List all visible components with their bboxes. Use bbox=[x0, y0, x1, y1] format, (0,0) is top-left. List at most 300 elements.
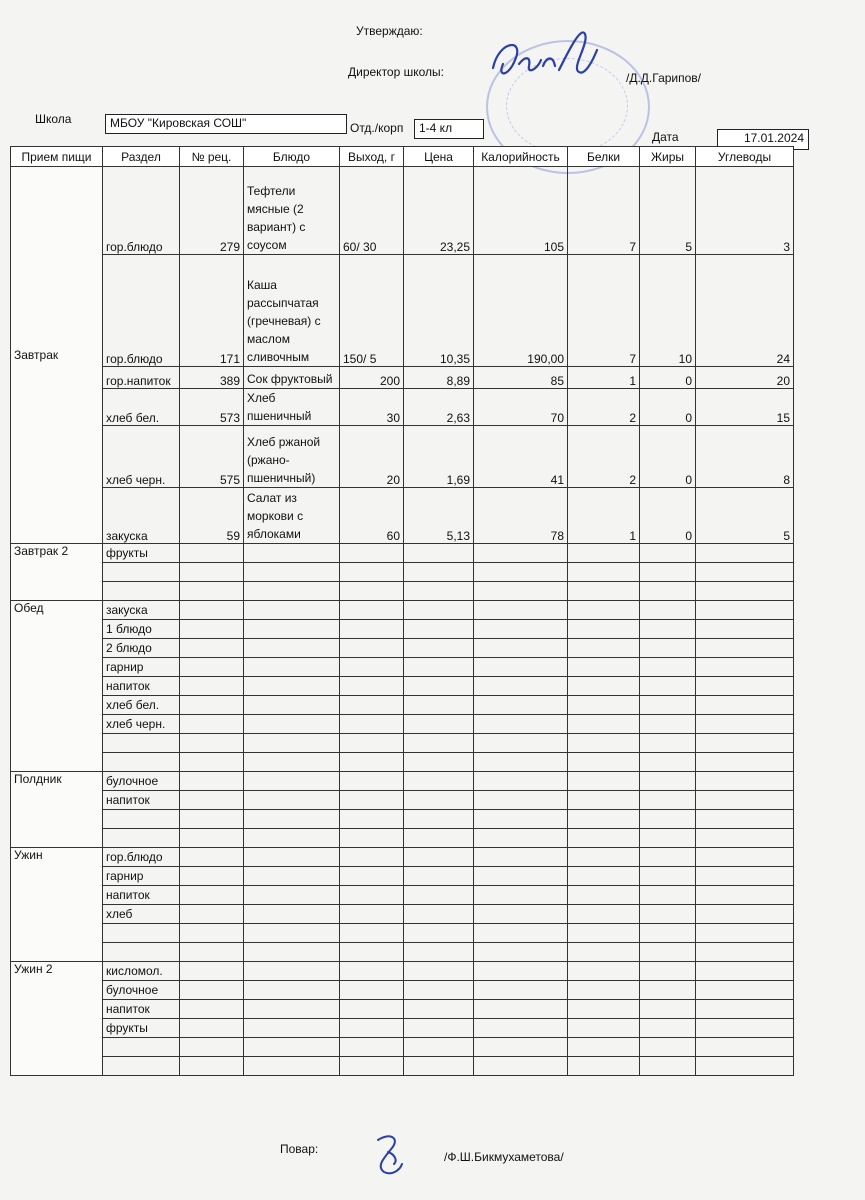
cell-empty bbox=[474, 1019, 568, 1038]
cell-empty bbox=[568, 810, 640, 829]
director-name: /Д.Д.Гарипов/ bbox=[626, 71, 702, 85]
cell-empty bbox=[244, 791, 340, 810]
meal-name: Завтрак bbox=[11, 167, 103, 544]
cell-empty bbox=[244, 620, 340, 639]
cell-empty bbox=[404, 1038, 474, 1057]
table-row bbox=[11, 753, 794, 772]
cell-section: булочное bbox=[103, 981, 180, 1000]
table-row bbox=[11, 810, 794, 829]
cell-empty bbox=[340, 1019, 404, 1038]
cell-carbs: 3 bbox=[696, 167, 794, 255]
cell-empty bbox=[404, 639, 474, 658]
cell-section: гарнир bbox=[103, 658, 180, 677]
cell-empty bbox=[244, 696, 340, 715]
table-row bbox=[11, 829, 794, 848]
cell-empty bbox=[568, 867, 640, 886]
cell-recipe: 171 bbox=[180, 255, 244, 367]
cell-output: 60/ 30 bbox=[340, 167, 404, 255]
cell-empty bbox=[340, 734, 404, 753]
table-row bbox=[11, 924, 794, 943]
cell-protein: 2 bbox=[568, 389, 640, 426]
school-field: МБОУ "Кировская СОШ" bbox=[105, 114, 347, 134]
cell-empty bbox=[696, 886, 794, 905]
cell-empty bbox=[244, 734, 340, 753]
cell-section: хлеб черн. bbox=[103, 426, 180, 488]
cell-empty bbox=[404, 1000, 474, 1019]
cell-empty bbox=[244, 639, 340, 658]
cell-section: 2 блюдо bbox=[103, 639, 180, 658]
table-row bbox=[11, 715, 794, 734]
cell-empty bbox=[640, 563, 696, 582]
cell-empty bbox=[404, 753, 474, 772]
cell-empty bbox=[568, 563, 640, 582]
cell-empty bbox=[340, 772, 404, 791]
cell-empty bbox=[474, 696, 568, 715]
cell-empty bbox=[696, 544, 794, 563]
cell-carbs: 8 bbox=[696, 426, 794, 488]
cell-empty bbox=[340, 696, 404, 715]
column-header: Жиры bbox=[640, 147, 696, 167]
cell-empty bbox=[474, 601, 568, 620]
cell-dish: Каша рассыпчатая (гречневая) с маслом сливочным bbox=[244, 255, 340, 367]
table-row bbox=[11, 734, 794, 753]
cell-empty bbox=[474, 981, 568, 1000]
cell-section: напиток bbox=[103, 791, 180, 810]
cell-price: 8,89 bbox=[404, 367, 474, 389]
cell-dish: Сок фруктовый bbox=[244, 367, 340, 389]
cell-empty bbox=[180, 1038, 244, 1057]
cell-empty bbox=[640, 848, 696, 867]
cell-empty bbox=[640, 943, 696, 962]
cell-empty bbox=[244, 1038, 340, 1057]
cell-empty bbox=[640, 886, 696, 905]
cell-empty bbox=[340, 886, 404, 905]
date-label: Дата bbox=[652, 130, 679, 144]
cell-empty bbox=[474, 544, 568, 563]
cell-calories: 105 bbox=[474, 167, 568, 255]
table-row bbox=[11, 1057, 794, 1076]
cell-empty bbox=[696, 924, 794, 943]
cell-empty bbox=[244, 563, 340, 582]
column-header: Цена bbox=[404, 147, 474, 167]
school-label: Школа bbox=[35, 112, 72, 126]
cell-empty bbox=[180, 810, 244, 829]
cell-empty bbox=[404, 886, 474, 905]
cell-empty bbox=[404, 582, 474, 601]
cell-price: 2,63 bbox=[404, 389, 474, 426]
cell-empty bbox=[340, 582, 404, 601]
cell-section: хлеб бел. bbox=[103, 696, 180, 715]
cell-section bbox=[103, 1038, 180, 1057]
cell-section: булочное bbox=[103, 772, 180, 791]
table-row bbox=[11, 367, 794, 389]
cell-empty bbox=[640, 981, 696, 1000]
cell-empty bbox=[640, 1038, 696, 1057]
cell-empty bbox=[244, 544, 340, 563]
cell-empty bbox=[568, 601, 640, 620]
cell-section: хлеб бел. bbox=[103, 389, 180, 426]
cell-empty bbox=[568, 886, 640, 905]
cell-fat: 0 bbox=[640, 426, 696, 488]
cell-empty bbox=[340, 639, 404, 658]
cell-carbs: 24 bbox=[696, 255, 794, 367]
cell-empty bbox=[180, 791, 244, 810]
director-signature bbox=[485, 20, 615, 90]
cell-fat: 0 bbox=[640, 367, 696, 389]
cell-price: 1,69 bbox=[404, 426, 474, 488]
cell-empty bbox=[640, 867, 696, 886]
cell-empty bbox=[474, 886, 568, 905]
cell-empty bbox=[244, 867, 340, 886]
cell-empty bbox=[474, 734, 568, 753]
cell-price: 23,25 bbox=[404, 167, 474, 255]
cell-section bbox=[103, 924, 180, 943]
header-row bbox=[11, 147, 794, 167]
cell-empty bbox=[696, 658, 794, 677]
cell-calories: 85 bbox=[474, 367, 568, 389]
cell-recipe: 389 bbox=[180, 367, 244, 389]
table-row bbox=[11, 981, 794, 1000]
cell-empty bbox=[696, 1057, 794, 1076]
cell-empty bbox=[404, 905, 474, 924]
cell-empty bbox=[640, 1057, 696, 1076]
cell-empty bbox=[340, 544, 404, 563]
cell-empty bbox=[474, 753, 568, 772]
cell-empty bbox=[568, 582, 640, 601]
cell-empty bbox=[474, 924, 568, 943]
cell-empty bbox=[244, 1000, 340, 1019]
cell-empty bbox=[474, 1057, 568, 1076]
cell-empty bbox=[340, 753, 404, 772]
cell-empty bbox=[696, 905, 794, 924]
cell-empty bbox=[640, 772, 696, 791]
cell-empty bbox=[640, 696, 696, 715]
cell-empty bbox=[404, 620, 474, 639]
cell-empty bbox=[696, 962, 794, 981]
menu-table bbox=[10, 146, 794, 1076]
cell-empty bbox=[404, 658, 474, 677]
cell-empty bbox=[340, 867, 404, 886]
meal-name: Завтрак 2 bbox=[11, 544, 103, 601]
cell-section bbox=[103, 829, 180, 848]
cell-recipe: 575 bbox=[180, 426, 244, 488]
cell-section: закуска bbox=[103, 488, 180, 544]
cell-empty bbox=[340, 620, 404, 639]
cell-empty bbox=[180, 848, 244, 867]
cell-empty bbox=[696, 620, 794, 639]
table-row bbox=[11, 772, 794, 791]
cell-output: 20 bbox=[340, 426, 404, 488]
cell-dish: Тефтели мясные (2 вариант) с соусом bbox=[244, 167, 340, 255]
cell-empty bbox=[180, 1019, 244, 1038]
cell-section: гор.блюдо bbox=[103, 255, 180, 367]
cell-empty bbox=[180, 772, 244, 791]
cell-dish: Хлеб пшеничный bbox=[244, 389, 340, 426]
cell-empty bbox=[696, 715, 794, 734]
cell-output: 150/ 5 bbox=[340, 255, 404, 367]
column-header: Блюдо bbox=[244, 147, 340, 167]
meal-name: Полдник bbox=[11, 772, 103, 848]
cell-empty bbox=[640, 677, 696, 696]
cell-empty bbox=[180, 1000, 244, 1019]
cell-section: фрукты bbox=[103, 544, 180, 563]
cell-empty bbox=[180, 943, 244, 962]
table-row bbox=[11, 563, 794, 582]
cell-empty bbox=[404, 867, 474, 886]
cell-section: напиток bbox=[103, 886, 180, 905]
cell-empty bbox=[244, 848, 340, 867]
cell-carbs: 5 bbox=[696, 488, 794, 544]
column-header: Калорийность bbox=[474, 147, 568, 167]
cell-empty bbox=[568, 1000, 640, 1019]
cell-empty bbox=[696, 867, 794, 886]
cell-empty bbox=[568, 639, 640, 658]
cell-empty bbox=[244, 715, 340, 734]
cell-recipe: 279 bbox=[180, 167, 244, 255]
cell-section: гор.напиток bbox=[103, 367, 180, 389]
cell-section: хлеб черн. bbox=[103, 715, 180, 734]
meal-name: Ужин 2 bbox=[11, 962, 103, 1076]
cell-empty bbox=[340, 829, 404, 848]
cell-empty bbox=[474, 791, 568, 810]
table-row bbox=[11, 848, 794, 867]
cell-empty bbox=[640, 962, 696, 981]
cell-empty bbox=[404, 981, 474, 1000]
column-header: Прием пищи bbox=[11, 147, 103, 167]
cell-empty bbox=[404, 563, 474, 582]
meal-name: Обед bbox=[11, 601, 103, 772]
table-row bbox=[11, 1000, 794, 1019]
cell-calories: 70 bbox=[474, 389, 568, 426]
cell-section bbox=[103, 1057, 180, 1076]
cell-empty bbox=[640, 734, 696, 753]
cell-empty bbox=[696, 582, 794, 601]
cell-empty bbox=[404, 677, 474, 696]
cell-empty bbox=[568, 829, 640, 848]
cell-section: фрукты bbox=[103, 1019, 180, 1038]
cell-empty bbox=[696, 1038, 794, 1057]
cell-empty bbox=[474, 620, 568, 639]
table-row bbox=[11, 639, 794, 658]
cell-section bbox=[103, 734, 180, 753]
table-row bbox=[11, 962, 794, 981]
cell-section: кисломол. bbox=[103, 962, 180, 981]
cell-empty bbox=[474, 1038, 568, 1057]
cell-empty bbox=[568, 677, 640, 696]
cell-empty bbox=[640, 829, 696, 848]
cell-empty bbox=[568, 848, 640, 867]
cell-protein: 7 bbox=[568, 167, 640, 255]
cell-empty bbox=[640, 1019, 696, 1038]
table-row bbox=[11, 620, 794, 639]
approve-label: Утверждаю: bbox=[356, 24, 423, 38]
cell-empty bbox=[696, 943, 794, 962]
cell-empty bbox=[696, 677, 794, 696]
cell-empty bbox=[180, 658, 244, 677]
cell-empty bbox=[696, 848, 794, 867]
cell-empty bbox=[340, 1000, 404, 1019]
table-row bbox=[11, 1019, 794, 1038]
cell-empty bbox=[180, 829, 244, 848]
cell-section bbox=[103, 943, 180, 962]
cell-empty bbox=[474, 1000, 568, 1019]
cell-empty bbox=[180, 905, 244, 924]
cell-empty bbox=[474, 962, 568, 981]
cell-empty bbox=[474, 715, 568, 734]
table-row bbox=[11, 167, 794, 255]
cell-empty bbox=[180, 715, 244, 734]
cell-empty bbox=[474, 677, 568, 696]
cell-empty bbox=[244, 905, 340, 924]
table-row bbox=[11, 582, 794, 601]
cell-empty bbox=[568, 544, 640, 563]
cell-empty bbox=[568, 734, 640, 753]
cell-empty bbox=[474, 639, 568, 658]
cell-empty bbox=[640, 715, 696, 734]
table-row bbox=[11, 696, 794, 715]
cell-empty bbox=[180, 962, 244, 981]
cell-section: напиток bbox=[103, 1000, 180, 1019]
cell-empty bbox=[244, 658, 340, 677]
cell-empty bbox=[180, 734, 244, 753]
cell-empty bbox=[404, 810, 474, 829]
cell-empty bbox=[244, 810, 340, 829]
cell-empty bbox=[640, 620, 696, 639]
cell-empty bbox=[568, 753, 640, 772]
cell-section: гор.блюдо bbox=[103, 848, 180, 867]
cell-empty bbox=[180, 639, 244, 658]
cell-output: 200 bbox=[340, 367, 404, 389]
column-header: Белки bbox=[568, 147, 640, 167]
cell-price: 10,35 bbox=[404, 255, 474, 367]
cell-empty bbox=[404, 601, 474, 620]
column-header: № рец. bbox=[180, 147, 244, 167]
cell-empty bbox=[180, 924, 244, 943]
director-label: Директор школы: bbox=[348, 65, 444, 79]
cell-fat: 10 bbox=[640, 255, 696, 367]
cell-empty bbox=[180, 981, 244, 1000]
cell-empty bbox=[640, 582, 696, 601]
cell-empty bbox=[244, 924, 340, 943]
table-row bbox=[11, 658, 794, 677]
cell-empty bbox=[404, 1019, 474, 1038]
cell-empty bbox=[244, 582, 340, 601]
cell-section: напиток bbox=[103, 677, 180, 696]
cell-empty bbox=[474, 563, 568, 582]
cell-calories: 190,00 bbox=[474, 255, 568, 367]
table-row bbox=[11, 544, 794, 563]
cell-empty bbox=[244, 1057, 340, 1076]
cell-section bbox=[103, 753, 180, 772]
cell-calories: 78 bbox=[474, 488, 568, 544]
cell-empty bbox=[180, 601, 244, 620]
column-header: Углеводы bbox=[696, 147, 794, 167]
cell-output: 60 bbox=[340, 488, 404, 544]
cell-empty bbox=[404, 734, 474, 753]
column-header: Раздел bbox=[103, 147, 180, 167]
cell-empty bbox=[474, 582, 568, 601]
cell-empty bbox=[404, 772, 474, 791]
cell-empty bbox=[568, 620, 640, 639]
cell-empty bbox=[640, 905, 696, 924]
cell-empty bbox=[474, 810, 568, 829]
cell-empty bbox=[568, 696, 640, 715]
cell-carbs: 20 bbox=[696, 367, 794, 389]
cell-fat: 0 bbox=[640, 389, 696, 426]
cell-empty bbox=[340, 791, 404, 810]
dept-label: Отд./корп bbox=[350, 121, 404, 135]
cell-empty bbox=[640, 601, 696, 620]
cell-section bbox=[103, 582, 180, 601]
table-row bbox=[11, 389, 794, 426]
table-row bbox=[11, 426, 794, 488]
cell-empty bbox=[244, 1019, 340, 1038]
cell-empty bbox=[340, 981, 404, 1000]
cell-section: хлеб bbox=[103, 905, 180, 924]
cell-section: 1 блюдо bbox=[103, 620, 180, 639]
cell-empty bbox=[340, 677, 404, 696]
cell-empty bbox=[640, 544, 696, 563]
cell-recipe: 59 bbox=[180, 488, 244, 544]
cell-empty bbox=[568, 924, 640, 943]
cell-empty bbox=[474, 772, 568, 791]
cook-name: /Ф.Ш.Бикмухаметова/ bbox=[444, 1150, 564, 1164]
cell-empty bbox=[696, 696, 794, 715]
cell-empty bbox=[640, 753, 696, 772]
cell-fat: 0 bbox=[640, 488, 696, 544]
table-row bbox=[11, 905, 794, 924]
cell-empty bbox=[340, 943, 404, 962]
cell-empty bbox=[340, 905, 404, 924]
cell-carbs: 15 bbox=[696, 389, 794, 426]
cell-empty bbox=[568, 772, 640, 791]
cell-empty bbox=[340, 715, 404, 734]
cell-empty bbox=[404, 1057, 474, 1076]
cell-empty bbox=[180, 1057, 244, 1076]
cell-empty bbox=[244, 829, 340, 848]
cell-empty bbox=[696, 791, 794, 810]
cell-empty bbox=[696, 734, 794, 753]
cell-empty bbox=[404, 943, 474, 962]
cell-protein: 1 bbox=[568, 367, 640, 389]
cell-empty bbox=[474, 829, 568, 848]
cell-empty bbox=[180, 677, 244, 696]
cell-section: гор.блюдо bbox=[103, 167, 180, 255]
table-row bbox=[11, 601, 794, 620]
cell-empty bbox=[696, 810, 794, 829]
cell-protein: 1 bbox=[568, 488, 640, 544]
cell-empty bbox=[696, 753, 794, 772]
cell-empty bbox=[244, 772, 340, 791]
cell-dish: Хлеб ржаной (ржано-пшеничный) bbox=[244, 426, 340, 488]
cell-empty bbox=[568, 1057, 640, 1076]
cell-empty bbox=[568, 658, 640, 677]
cell-section bbox=[103, 563, 180, 582]
cook-signature bbox=[370, 1130, 410, 1180]
cell-empty bbox=[474, 848, 568, 867]
cell-empty bbox=[568, 1038, 640, 1057]
cell-empty bbox=[568, 981, 640, 1000]
dept-field: 1-4 кл bbox=[414, 119, 484, 139]
cell-empty bbox=[640, 658, 696, 677]
table-row bbox=[11, 255, 794, 367]
cell-empty bbox=[180, 696, 244, 715]
cell-empty bbox=[696, 563, 794, 582]
cell-section bbox=[103, 810, 180, 829]
meal-name: Ужин bbox=[11, 848, 103, 962]
cell-empty bbox=[180, 867, 244, 886]
cell-empty bbox=[474, 658, 568, 677]
